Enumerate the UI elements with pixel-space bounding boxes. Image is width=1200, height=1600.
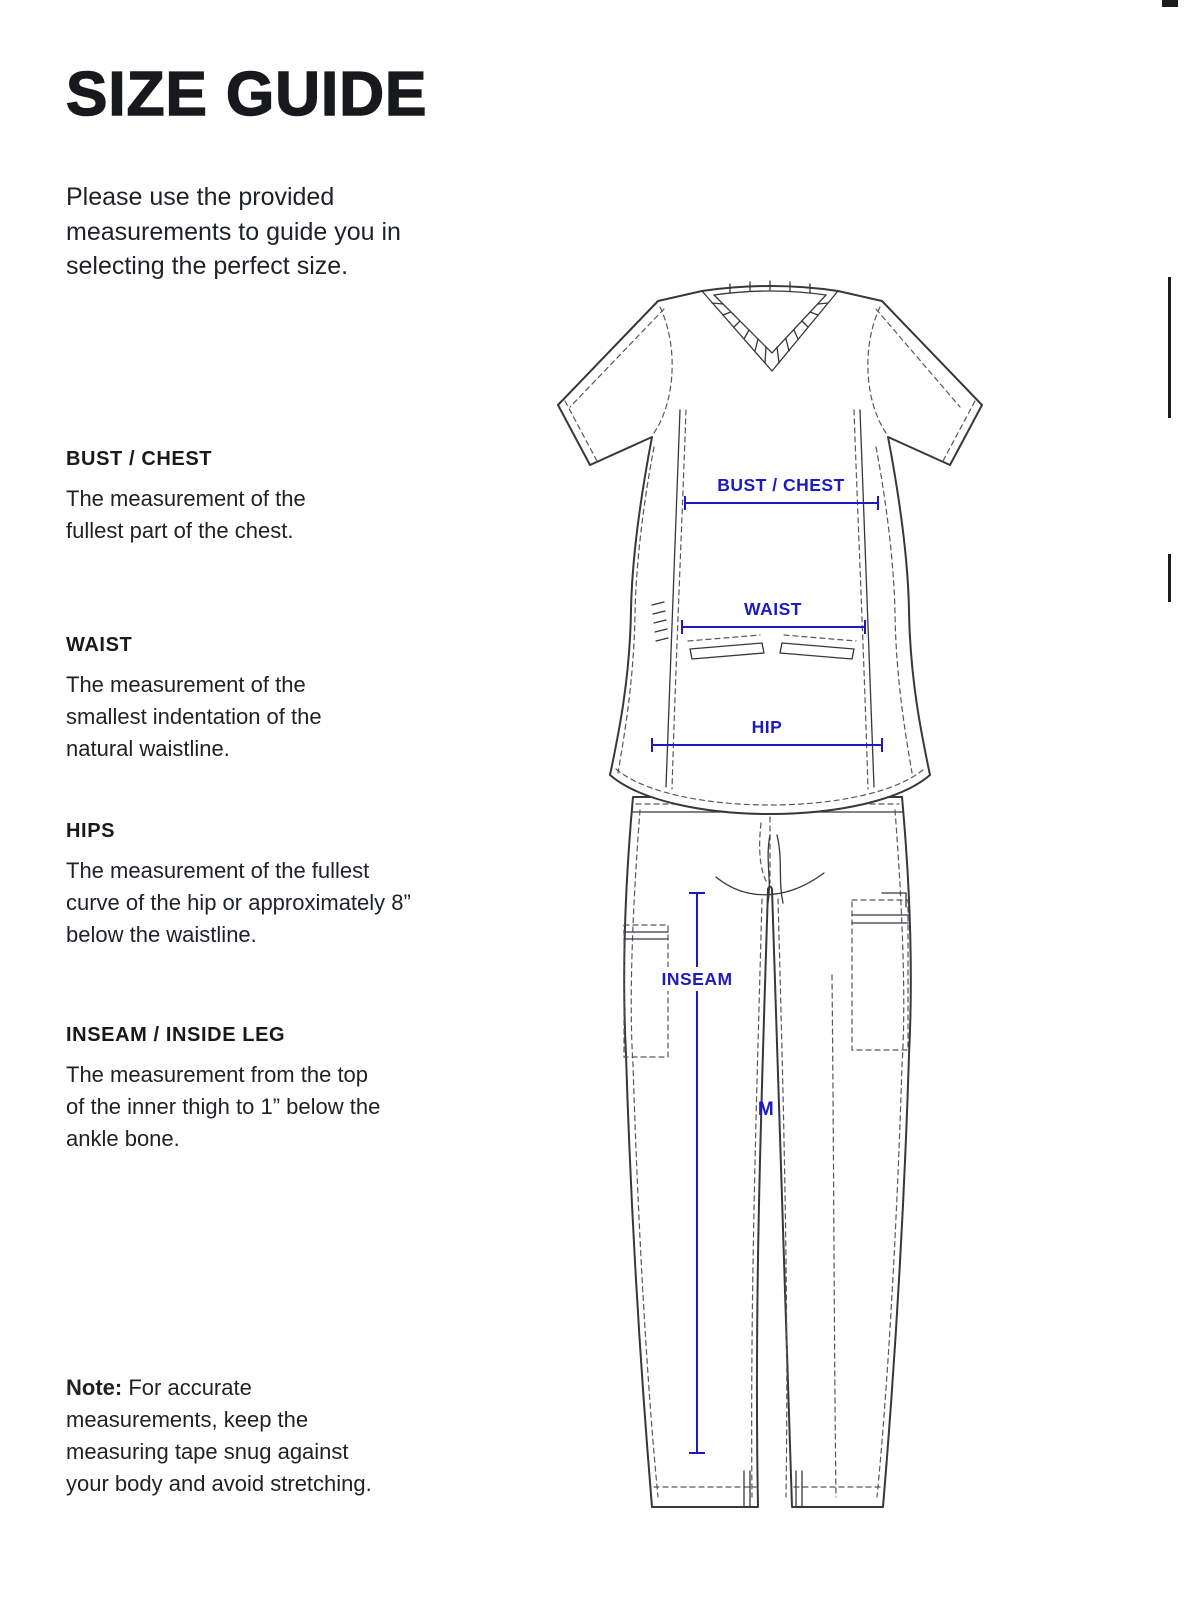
section-waist-heading: WAIST	[66, 634, 133, 656]
hip-measure-label: HIP	[751, 717, 783, 737]
section-waist	[66, 634, 386, 765]
section-hips-heading: HIPS	[66, 820, 116, 842]
section-bust-heading: BUST / CHEST	[66, 448, 213, 470]
note-label: Note:	[66, 1375, 123, 1400]
size-marker-label: M	[757, 1099, 775, 1120]
section-inseam-body: The measurement from the top of the inner thigh to 1” below the ankle bone.	[66, 1062, 381, 1151]
intro-text: Please use the provided measurements to guide you in selecting the perfect size.	[66, 183, 401, 280]
section-hips	[66, 820, 426, 951]
section-inseam-heading: INSEAM / INSIDE LEG	[66, 1024, 286, 1046]
edge-artifact-mid	[1168, 277, 1171, 418]
section-inseam	[66, 1024, 386, 1155]
section-waist-body: The measurement of the smallest indentation of the natural waistline.	[66, 672, 322, 761]
scrub-pants-drawing	[624, 797, 911, 1507]
size-diagram	[530, 275, 1000, 1545]
inseam-measure-label: INSEAM	[661, 969, 733, 989]
page-title: SIZE GUIDE	[66, 60, 428, 129]
section-hips-body: The measurement of the fullest curve of the hip or approximately 8” below the waistline.	[66, 858, 411, 947]
note-text	[66, 1372, 391, 1500]
bust-measure-label: BUST / CHEST	[717, 475, 845, 495]
note-body: For accurate measurements, keep the measuring tape snug against your body and avoid stretching.	[66, 1375, 372, 1496]
section-bust-chest	[66, 448, 366, 547]
section-bust-body: The measurement of the fullest part of the chest.	[66, 486, 306, 543]
size-diagram-svg	[530, 275, 1000, 1545]
edge-artifact-top	[1162, 0, 1178, 7]
edge-artifact-low	[1168, 554, 1171, 602]
waist-measure-label: WAIST	[744, 599, 802, 619]
